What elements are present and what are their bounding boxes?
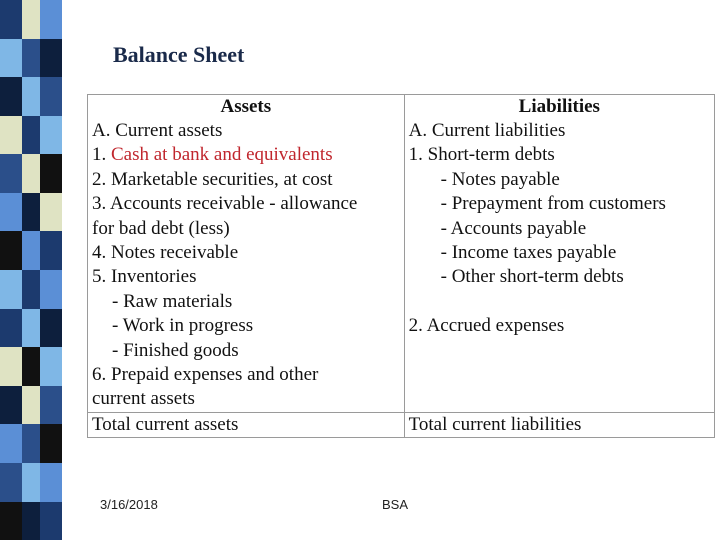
stripe-block xyxy=(40,116,62,155)
liabilities-subline: - Income taxes payable xyxy=(440,242,617,264)
assets-subline: - Finished goods xyxy=(112,339,239,361)
balance-sheet-table-container xyxy=(87,94,715,438)
assets-subline: - Work in progress xyxy=(112,315,254,337)
totals-row xyxy=(88,413,714,438)
stripe-block xyxy=(0,270,22,309)
stripe-block xyxy=(22,386,40,425)
assets-line: current assets xyxy=(92,388,195,410)
liabilities-subline: - Other short-term debts xyxy=(440,266,624,288)
assets-line: 2. Marketable securities, at cost xyxy=(92,168,333,190)
assets-line: A. Current assets xyxy=(92,120,223,141)
total-current-liabilities: Total current liabilities xyxy=(404,413,714,438)
stripe-column-1 xyxy=(0,0,22,540)
stripe-block xyxy=(22,77,40,116)
slide-title: Balance Sheet xyxy=(113,42,245,67)
stripe-block xyxy=(40,77,62,116)
assets-line: 5. Inventories xyxy=(92,266,197,288)
stripe-block xyxy=(0,502,22,540)
table-body-row xyxy=(88,119,714,413)
stripe-block xyxy=(40,270,62,309)
stripe-block xyxy=(22,463,40,502)
liabilities-subline: - Notes payable xyxy=(440,168,560,190)
stripe-block xyxy=(22,231,40,270)
assets-column xyxy=(88,119,404,413)
liabilities-spacer xyxy=(409,290,710,314)
stripe-block xyxy=(22,502,40,540)
assets-line-cash xyxy=(92,143,400,167)
assets-line: 6. Prepaid expenses and other xyxy=(92,364,319,386)
assets-line: for bad debt (less) xyxy=(92,217,230,239)
stripe-block xyxy=(22,0,40,39)
assets-line: 4. Notes receivable xyxy=(92,242,239,264)
stripe-block xyxy=(40,193,62,232)
stripe-block xyxy=(0,424,22,463)
liabilities-line: A. Current liabilities xyxy=(408,120,566,141)
liabilities-header: Liabilities xyxy=(518,96,600,117)
stripe-block xyxy=(22,309,40,348)
stripe-block xyxy=(22,424,40,463)
stripe-block xyxy=(22,116,40,155)
stripe-block xyxy=(40,347,62,386)
stripe-block xyxy=(0,116,22,155)
stripe-block xyxy=(40,424,62,463)
stripe-block xyxy=(22,39,40,78)
stripe-block xyxy=(40,154,62,193)
stripe-block xyxy=(40,463,62,502)
liabilities-line: 1. Short-term debts xyxy=(408,144,555,166)
stripe-block xyxy=(0,39,22,78)
stripe-block xyxy=(0,386,22,425)
stripe-block xyxy=(0,0,22,39)
stripe-column-2 xyxy=(22,0,40,540)
assets-line-prefix: 1. xyxy=(92,144,111,166)
footer-date: 3/16/2018 xyxy=(100,497,158,512)
stripe-block xyxy=(22,347,40,386)
table-header-row xyxy=(88,95,714,119)
stripe-block xyxy=(22,154,40,193)
stripe-block xyxy=(22,193,40,232)
assets-subline: - Raw materials xyxy=(112,290,233,312)
stripe-block xyxy=(40,0,62,39)
stripe-block xyxy=(0,309,22,348)
stripe-block xyxy=(0,154,22,193)
highlighted-cash-item: Cash at bank and equivalents xyxy=(111,144,333,166)
stripe-block xyxy=(0,77,22,116)
total-current-assets: Total current assets xyxy=(88,413,404,438)
stripe-block xyxy=(40,39,62,78)
stripe-block xyxy=(40,309,62,348)
stripe-block xyxy=(0,193,22,232)
assets-header: Assets xyxy=(88,95,404,119)
liabilities-line: 2. Accrued expenses xyxy=(408,315,565,337)
balance-sheet-table xyxy=(88,95,714,437)
liabilities-subline: - Accounts payable xyxy=(440,217,587,239)
decorative-side-stripe xyxy=(0,0,62,540)
liabilities-column xyxy=(404,119,714,413)
stripe-block xyxy=(22,270,40,309)
stripe-column-3 xyxy=(40,0,62,540)
stripe-block xyxy=(0,463,22,502)
stripe-block xyxy=(0,231,22,270)
liabilities-subline: - Prepayment from customers xyxy=(440,193,666,215)
footer-center-label: BSA xyxy=(382,497,409,512)
stripe-block xyxy=(40,231,62,270)
assets-line: 3. Accounts receivable - allowance xyxy=(92,193,358,215)
stripe-block xyxy=(0,347,22,386)
stripe-block xyxy=(40,386,62,425)
stripe-block xyxy=(40,502,62,540)
